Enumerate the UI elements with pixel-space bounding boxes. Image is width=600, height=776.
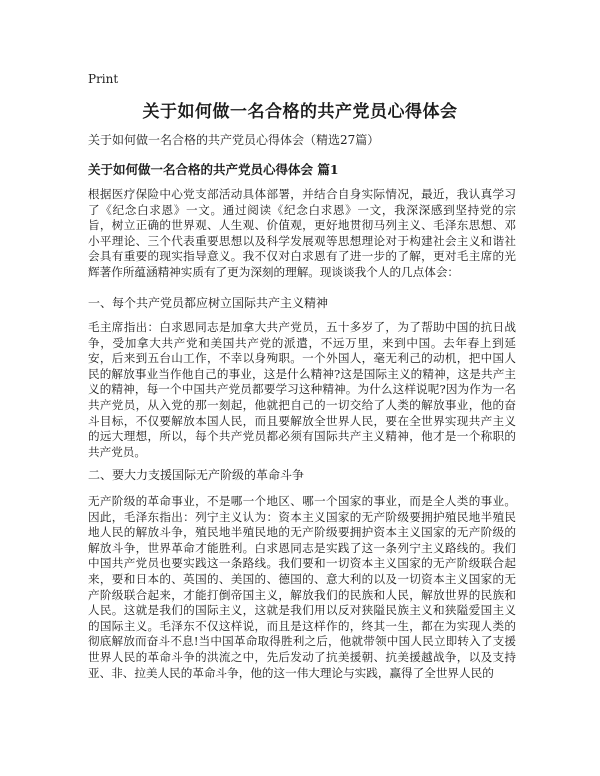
document-title: 关于如何做一名合格的共产党员心得体会 — [142, 102, 458, 122]
document-subtitle: 关于如何做一名合格的共产党员心得体会（精选27篇） — [88, 133, 380, 147]
heading-2: 二、要大力支援国际无产阶级的革命斗争 — [88, 468, 305, 482]
paragraph-1: 根据医疗保险中心党支部活动具体部署，并结合自身实际情况，最近，我认真学习了《纪念白求恩》一文。通过阅读《纪念白求恩》一文，我深深感到坚持党的宗旨，树立正确的世界观、人生观、价值观，更好地贯彻马列主义、毛泽东思想、邓小平理论、三个代表重要思想以及科学发展观等思想理论对于构建社会主义和谐社会具有重要的现实指导意义。我不仅对白求恩有了进一步的了解，更对毛主席的光辉著作所蕴涵精神实质有了更为深刻的理解。现谈谈我个人的几点体会： — [88, 187, 516, 279]
print-label: Print — [88, 72, 119, 86]
paragraph-2: 毛主席指出：白求恩同志是加拿大共产党员，五十多岁了，为了帮助中国的抗日战争，受加拿大共产党和美国共产党的派遣，不远万里，来到中国。去年春上到延安，后来到五台山工作，不幸以身殉职。一个外国人，毫无利己的动机，把中国人民的解放事业当作他自己的事业，这是什么精神?这是国际主义的精神，这是共产主义的精神，每一个中国共产党员都要学习这种精神。为什么这样说呢?因为作为一名共产党员，从入党的那一刻起，他就把自己的一切交给了人类的解放事业，他的奋斗目标，不仅要解放本国人民，而且要解放全世界人民，要在全世界实现共产主义的远大理想，所以，每个共产党员都必须有国际共产主义精神，他才是一个称职的共产党员。 — [88, 320, 516, 459]
paragraph-3: 无产阶级的革命事业，不是哪一个地区、哪一个国家的事业，而是全人类的事业。因此，毛泽东指出：列宁主义认为：资本主义国家的无产阶级要拥护殖民地半殖民地人民的解放斗争，殖民地半殖民地的无产阶级要拥护资本主义国家的无产阶级的解放斗争，世界革命才能胜利。白求恩同志是实践了这一条列宁主义路线的。我们中国共产党员也要实践这一条路线。我们要和一切资本主义国家的无产阶级联合起来，要和日本的、英国的、美国的、德国的、意大利的以及一切资本主义国家的无产阶级联合起来，才能打倒帝国主义，解放我们的民族和人民，解放世界的民族和人民。这就是我们的国际主义，这就是我们用以反对狭隘民族主义和狭隘爱国主义的国际主义。毛泽东不仅这样说，而且是这样作的，终其一生，都在为实现人类的彻底解放而奋斗不息!当中国革命取得胜利之后，他就带领中国人民立即转入了支援世界人民的革命斗争的洪流之中，先后发动了抗美援朝、抗美援越战争，以及支持亚、非、拉美人民的革命斗争，他的这一伟大理论与实践，赢得了全世界人民的 — [88, 494, 516, 680]
heading-1: 一、每个共产党员都应树立国际共产主义精神 — [88, 296, 329, 310]
section-title: 关于如何做一名合格的共产党员心得体会 篇1 — [88, 162, 339, 177]
